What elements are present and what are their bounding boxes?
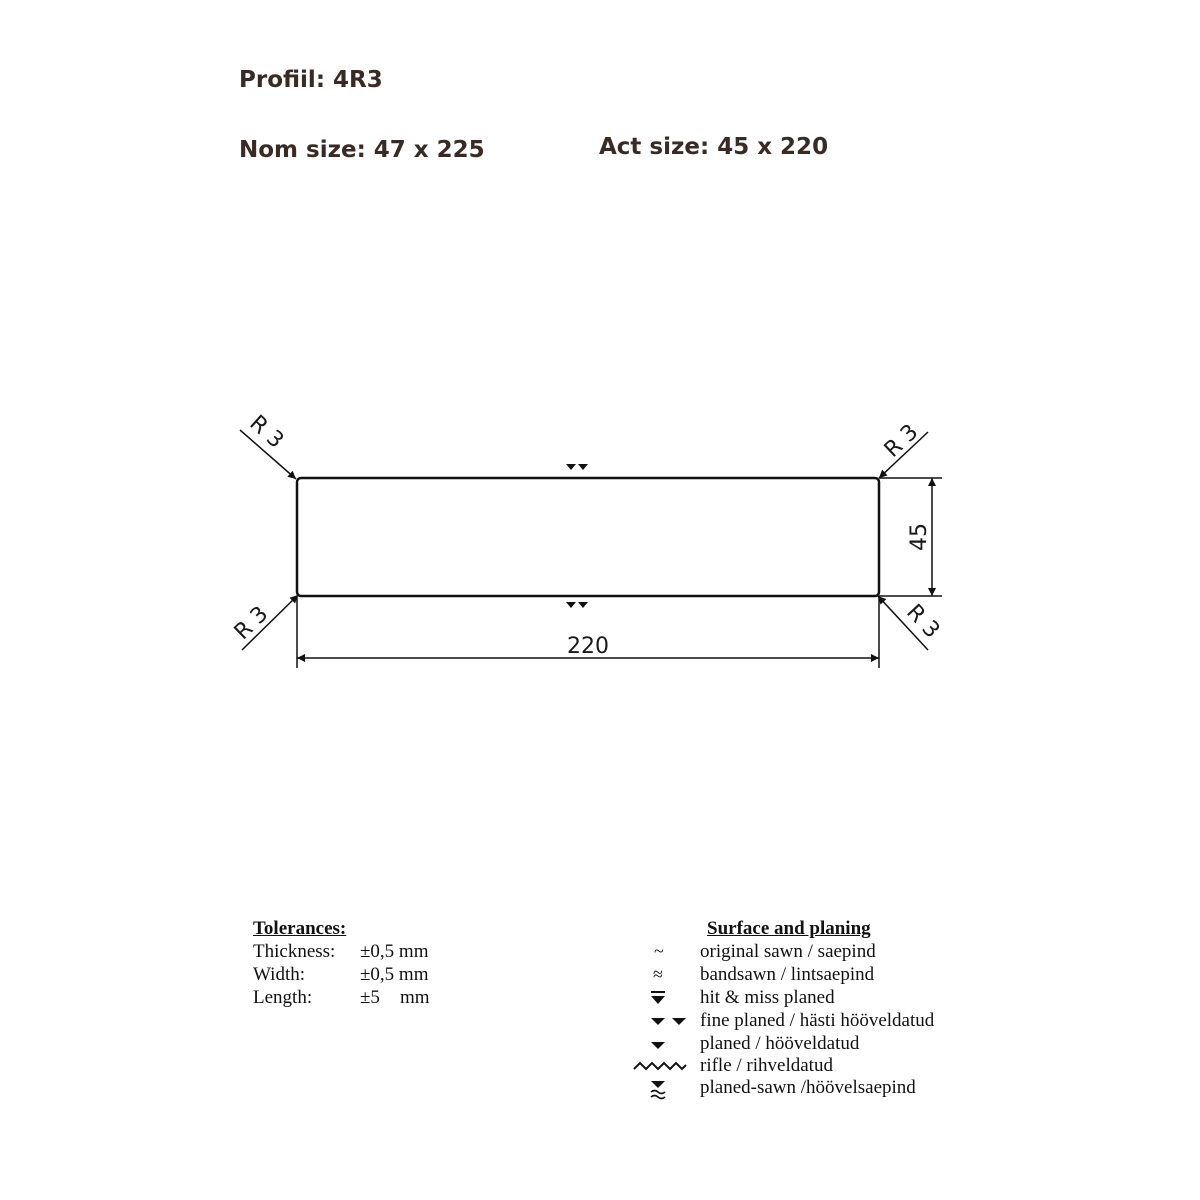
tolerance-value: ±0,5 mm — [360, 964, 429, 985]
radius-label-bottom-left: R 3 — [229, 601, 274, 645]
legend-label: planed-sawn /höövelsaepind — [700, 1077, 916, 1098]
tilde-icon: ~ — [654, 941, 664, 961]
hit-miss-planed-icon — [620, 987, 700, 1009]
tolerance-label: Length: — [253, 987, 313, 1008]
legend-item — [620, 1033, 960, 1055]
tolerance-unit: mm — [400, 987, 430, 1008]
double-tilde-icon: ≈ — [653, 964, 663, 984]
radius-label-top-right: R 3 — [879, 419, 924, 463]
tolerance-value: ±5 — [360, 987, 380, 1008]
legend-item — [620, 941, 960, 963]
legend-item — [620, 1055, 960, 1077]
planed-sawn-icon — [620, 1077, 700, 1105]
profile-title: Profiil: 4R3 — [239, 67, 383, 93]
fine-planed-icon — [620, 1010, 700, 1032]
fine-planed-mark-bottom — [566, 602, 588, 608]
radius-label-bottom-right: R 3 — [901, 599, 945, 644]
tolerance-label: Thickness: — [253, 941, 336, 962]
nominal-size: Nom size: 47 x 225 — [239, 137, 485, 163]
tolerance-value: ±0,5 mm — [360, 941, 429, 962]
legend-label: bandsawn / lintsaepind — [700, 964, 875, 985]
tolerances-title: Tolerances: — [253, 918, 347, 939]
radius-label-top-left: R 3 — [244, 410, 289, 454]
rifle-icon — [620, 1055, 700, 1077]
legend-label: rifle / rihveldatud — [700, 1055, 833, 1076]
legend-label: original sawn / saepind — [700, 941, 876, 962]
legend-item — [620, 1077, 960, 1099]
legend-label: planed / hööveldatud — [700, 1033, 860, 1054]
tolerance-row — [253, 987, 430, 1010]
tolerances-block — [253, 918, 430, 1010]
actual-size: Act size: 45 x 220 — [599, 134, 829, 160]
legend-item — [620, 964, 960, 986]
legend-item — [620, 987, 960, 1009]
height-dimension-label: 45 — [907, 523, 932, 551]
tolerance-row — [253, 964, 429, 987]
board-outline — [297, 478, 879, 596]
tolerance-row — [253, 941, 429, 964]
legend-label: fine planed / hästi hööveldatud — [700, 1010, 935, 1031]
fine-planed-mark-top — [566, 464, 588, 470]
width-dimension-label: 220 — [567, 634, 609, 659]
legend-label: hit & miss planed — [700, 987, 835, 1008]
legend-item — [620, 1010, 960, 1032]
planed-icon — [620, 1033, 700, 1055]
surface-legend-title: Surface and planing — [707, 918, 871, 939]
tolerance-label: Width: — [253, 964, 306, 985]
